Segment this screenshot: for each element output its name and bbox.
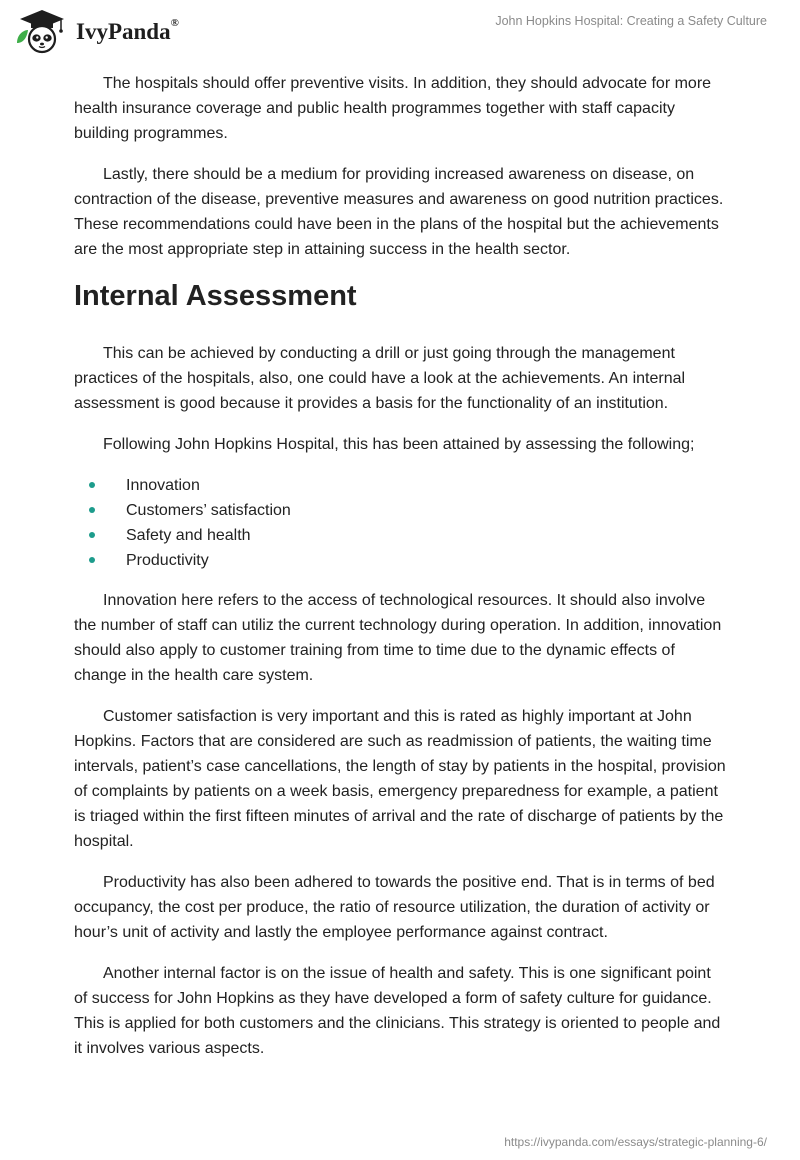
section-paragraph: Following John Hopkins Hospital, this has been attained by assessing the following; [103,436,695,453]
list-item: Customers’ satisfaction [74,498,728,523]
bullet-dot-icon [89,482,95,488]
section-paragraph: Another internal factor is on the issue of health and safety. This is one significant point of success for John Hopkins as they have developed a form of safety culture for guidance. This is applied for both customers and the clinicians. This strategy is oriented to people and it involves various aspects. [74,965,721,1057]
assessment-list [74,473,728,573]
bullet-dot-icon [89,507,95,513]
section-paragraph: This can be achieved by conducting a drill or just going through the management practices of the hospitals, also, one could have a look at the achievements. An internal assessment is good because it provides a basis for the functionality of an institution. [74,345,686,412]
list-item: Safety and health [74,523,728,548]
source-url[interactable]: https://ivypanda.com/essays/strategic-planning-6/ [504,1135,767,1149]
article-body [74,71,728,1077]
bullet-dot-icon [89,557,95,563]
document-title: John Hopkins Hospital: Creating a Safety Culture [495,14,767,28]
panda-graduate-icon [14,8,70,54]
bullet-dot-icon [89,532,95,538]
list-item: Innovation [74,473,728,498]
section-paragraph: Productivity has also been adhered to towards the positive end. That is in terms of bed occupancy, the cost per produce, the ratio of resource utilization, the duration of activity or hour’s unit of activity and lastly the employee performance against contract. [74,874,715,941]
section-paragraph: Innovation here refers to the access of technological resources. It should also involve the number of staff can utiliz the current technology during operation. In addition, innovation should also apply to customer training from time to time due to the dynamic effects of change in the health care system. [74,592,722,684]
list-item: Productivity [74,548,728,573]
section-paragraph: Customer satisfaction is very important and this is rated as highly important at John Hopkins. Factors that are considered are such as readmission of patients, the waiting time intervals, patient’s case cancellations, the length of stay by patients in the hospital, provision of complaints by patients on a week basis, emergency preparedness for example, a patient is triaged within the first fifteen minutes of arrival and the rate of discharge of patients by the hospital. [74,708,726,850]
intro-paragraph: Lastly, there should be a medium for providing increased awareness on disease, on contraction of the disease, preventive measures and awareness on good nutrition practices. These recommendations could have been in the plans of the hospital but the achievements are the most appropriate step in attaining success in the health sector. [74,166,724,258]
intro-paragraph: The hospitals should offer preventive visits. In addition, they should advocate for more health insurance coverage and public health programmes together with staff capacity building programmes. [74,75,712,142]
ivypanda-logo[interactable] [14,8,179,54]
section-heading: Internal Assessment [74,280,357,312]
page-header [0,0,800,60]
brand-name: IvyPanda® [76,17,179,44]
